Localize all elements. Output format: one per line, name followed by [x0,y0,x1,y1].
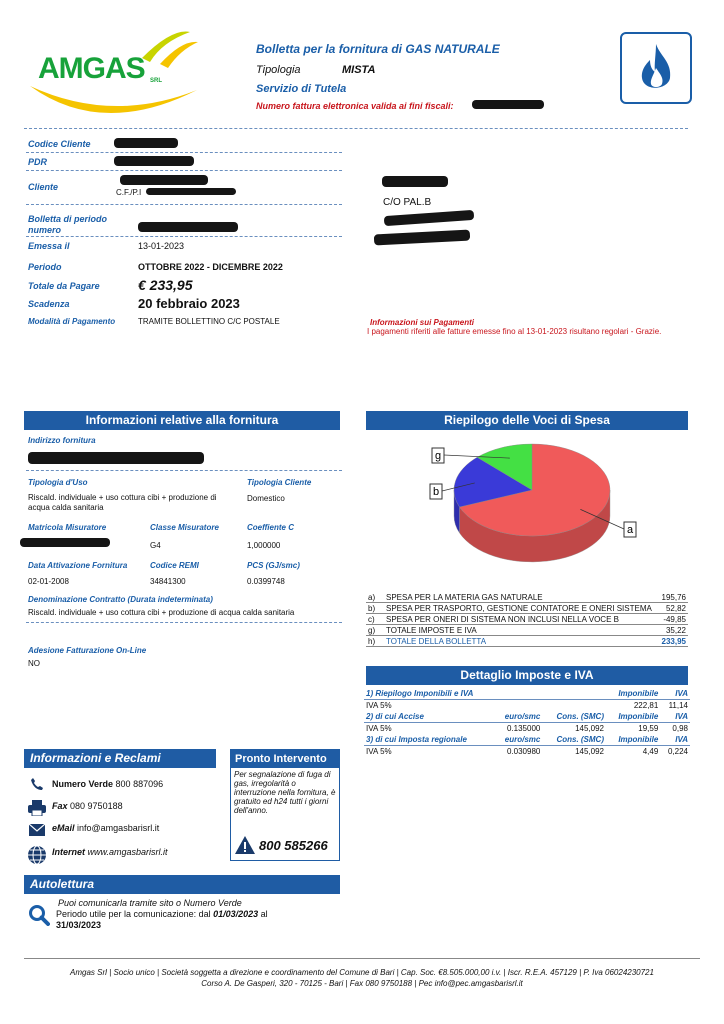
remi-value: 34841300 [150,577,186,586]
cf-label: C.F./P.I [116,188,142,197]
summary-row [366,592,688,603]
periodo-label: Periodo [28,262,62,272]
summary-label: TOTALE IMPOSTE E IVA [384,625,659,636]
tipologia-value: MISTA [342,64,376,76]
autolettura-line2: Periodo utile per la comunicazione: dal [56,909,211,919]
tipologia-cliente-value: Domestico [247,494,285,503]
tax-s3-row-rate: 0.030980 [506,746,541,756]
summary-table [366,592,688,647]
tax-s3-row-imp: 4,49 [642,746,659,756]
globe-icon [27,845,47,867]
internet-value[interactable]: www.amgasbarisrl.it [87,847,168,857]
fax-value: 080 9750188 [70,801,123,811]
summary-value: 195,76 [659,592,688,603]
denominazione-value: Riscald. individuale + uso cottura cibi + produzione di acqua calda sanitaria [28,608,295,617]
email-icon [29,824,45,838]
matricola-label: Matricola Misuratore [28,523,107,532]
tax-s3-row-cons: 145,092 [575,746,604,756]
bill-title: Bolletta per la fornitura di GAS NATURALE [256,42,500,56]
flame-icon [620,32,692,104]
pie-label-g: g [434,450,442,462]
pie-label-b: b [432,486,440,498]
summary-label: SPESA PER LA MATERIA GAS NATURALE [384,592,659,603]
pie-label-a: a [626,524,634,536]
service-label: Servizio di Tutela [256,83,347,95]
bolletta-label: Bolletta di periodo numero [28,214,108,235]
logo-text: AMGAS [38,52,145,85]
summary-value: 35,22 [659,625,688,636]
pdr-label: PDR [28,157,48,167]
summary-row [366,625,688,636]
summary-row [366,636,688,647]
data-attivazione-value: 02-01-2008 [28,577,69,586]
email-value[interactable]: info@amgasbarisrl.it [77,823,160,833]
summary-key: h) [366,636,384,647]
modalita-label: Modalità di Pagamento [28,317,116,326]
numero-verde-value: 800 887096 [115,779,164,789]
summary-key: b) [366,603,384,614]
indirizzo-label: Indirizzo fornitura [28,436,96,445]
tipologia-uso-label: Tipologia d'Uso [28,478,88,487]
address-co: C/O PAL.B [383,197,432,208]
summary-label: TOTALE DELLA BOLLETTA [384,636,659,647]
tax-s1-col-imp: Imponibile [606,688,660,700]
tax-s3-col-imp: Imponibile [606,734,660,746]
tax-s2-row-cons: 145,092 [575,723,604,733]
coeff-value: 1,000000 [247,541,281,550]
modalita-value: TRAMITE BOLLETTINO C/C POSTALE [138,317,280,326]
tax-s1-row-imp: 222,81 [633,700,659,710]
denominazione-label: Denominazione Contratto (Durata indeterminata) [28,595,213,604]
fax-label: Fax [52,801,68,811]
autolettura-to: 31/03/2023 [56,920,102,930]
tax-s1-title: 1) Riepilogo Imponibili e IVA [364,688,606,700]
taxes-table [364,688,690,757]
data-attivazione-label: Data Attivazione Fornitura [28,561,128,570]
cliente-label: Cliente [28,182,59,192]
periodo-value: OTTOBRE 2022 - DICEMBRE 2022 [138,262,283,272]
tax-s2-col-rate: euro/smc [494,711,543,723]
summary-row [366,614,688,625]
summary-label: SPESA PER ONERI DI SISTEMA NON INCLUSI NELLA VOCE B [384,614,659,625]
payments-info-text: I pagamenti riferiti alle fatture emesse fino al 13-01-2023 risultano regolari - Grazie. [367,327,662,336]
autolettura-title: Autolettura [24,875,340,894]
magnifier-icon [28,904,50,928]
summary-key: g) [366,625,384,636]
invoice-number-label: Numero fattura elettronica valida ai fini fiscali: [256,101,454,111]
numero-verde-label: Numero Verde [52,779,114,789]
tax-s2-col-imp: Imponibile [606,711,660,723]
tax-s3-col-rate: euro/smc [494,734,543,746]
summary-value: 52,82 [659,603,688,614]
emergency-number[interactable]: 800 585266 [259,838,328,853]
email-label: eMail [52,823,75,833]
logo-srl: SRL [150,78,162,84]
tax-s3-row-iva: 0,224 [667,746,688,756]
emergency-box [230,749,340,861]
emergency-title: Pronto Intervento [231,750,339,768]
payments-info-title: Informazioni sui Pagamenti [370,318,475,327]
codice-cliente-label: Codice Cliente [28,139,91,149]
totale-label: Totale da Pagare [28,281,100,291]
tax-s3-row-label: IVA 5% [366,746,392,756]
autolettura-line1: Puoi comunicarla tramite sito o Numero Verde [58,898,242,908]
emergency-text: Per segnalazione di fuga di gas, irregolarità o interruzione nella fornitura, è gratuito ed h24 tutti i giorni dell'anno. [234,770,336,815]
expense-pie-chart [366,432,688,582]
tax-s2-row-iva: 0,98 [672,723,688,733]
tax-s1-col-iva: IVA [660,688,690,700]
classe-value: G4 [150,541,161,550]
taxes-section-title: Dettaglio Imposte e IVA [366,666,688,685]
supply-section-title: Informazioni relative alla fornitura [24,411,340,430]
pcs-value: 0.0399748 [247,577,285,586]
contacts-section-title: Informazioni e Reclami [24,749,216,768]
tax-s3-title: 3) di cui Imposta regionale [364,734,494,746]
summary-label: SPESA PER TRASPORTO, GESTIONE CONTATORE E ONERI SISTEMA [384,603,659,614]
tax-s2-row-imp: 19,59 [638,723,659,733]
pcs-label: PCS (GJ/smc) [247,561,300,570]
tax-s3-col-iva: IVA [660,734,690,746]
warning-icon [234,835,256,857]
tax-s1-row-label: IVA 5% [366,700,392,710]
adesione-value: NO [28,659,40,668]
scadenza-label: Scadenza [28,299,70,309]
remi-label: Codice REMI [150,561,199,570]
summary-section-title: Riepilogo delle Voci di Spesa [366,411,688,430]
summary-value: 233,95 [659,636,688,647]
emessa-value: 13-01-2023 [138,241,185,251]
autolettura-al: al [260,909,268,919]
scadenza-value: 20 febbraio 2023 [138,296,240,311]
tipologia-cliente-label: Tipologia Cliente [247,478,312,487]
adesione-label: Adesione Fatturazione On-Line [28,646,147,655]
tax-s2-row-rate: 0.135000 [506,723,541,733]
tipologia-uso-value: Riscald. individuale + uso cottura cibi + produzione di acqua calda sanitaria [28,493,217,512]
tax-s3-col-cons: Cons. (SMC) [542,734,606,746]
emessa-label: Emessa il [28,241,70,251]
autolettura-from: 01/03/2023 [213,909,259,919]
footer-line1: Amgas Srl | Socio unico | Società soggetta a direzione e coordinamento del Comune di Bari | Cap. Soc. €8.505.000,00 i.v. | Iscr. R.E.A. 457129 | P. Iva 06024230721 [70,968,654,977]
tax-s2-col-iva: IVA [660,711,690,723]
summary-key: c) [366,614,384,625]
tax-s1-row-iva: 11,14 [668,700,688,710]
tipologia-label: Tipologia [256,64,301,76]
classe-label: Classe Misuratore [150,523,219,532]
summary-value: -49,85 [659,614,688,625]
coeff-label: Coeffiente C [247,523,294,532]
phone-icon [30,777,44,793]
summary-key: a) [366,592,384,603]
tax-s2-row-label: IVA 5% [366,723,392,733]
totale-value: € 233,95 [138,277,193,293]
fax-icon [28,800,46,818]
footer-line2: Corso A. De Gasperi, 320 - 70125 - Bari | Fax 080 9750188 | Pec info@pec.amgasbarisrl.it [201,979,523,988]
tax-s2-col-cons: Cons. (SMC) [542,711,606,723]
tax-s2-title: 2) di cui Accise [364,711,494,723]
internet-label: Internet [52,847,86,857]
summary-row [366,603,688,614]
